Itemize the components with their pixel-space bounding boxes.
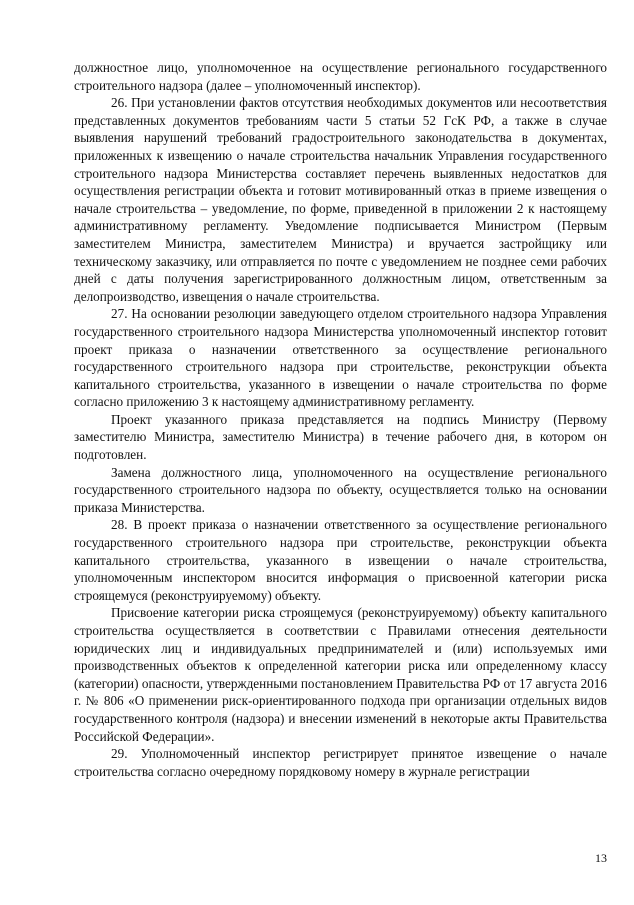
paragraph-28: 28. В проект приказа о назначении ответственного за осуществление регионального государственного строительного надзора при строительстве, реконструкции объекта капитального строительства, указанного в извещении о начале строительства, уполномоченным инспектором вносится информация о присвоенной категории риска строящемуся (реконструируемому) объекту. [74, 517, 607, 603]
paragraph-27: 27. На основании резолюции заведующего отделом строительного надзора Управления государственного строительного надзора Министерства уполномоченный инспектор готовит проект приказа о назначении ответственного за осуществление регионального государственного строительного надзора при строительстве, реконструкции объекта капитального строительства, указанного в извещении о начале строительства по форме согласно приложению 3 к настоящему административному регламенту. [74, 306, 607, 410]
paragraph-continuation: должностное лицо, уполномоченное на осуществление регионального государственного строительного надзора (далее – уполномоченный инспектор). [74, 60, 607, 93]
document-body [74, 59, 607, 780]
paragraph-28-risk-category: Присвоение категории риска строящемуся (реконструируемому) объекту капитального строительства осуществляется в соответствии с Правилами отнесения деятельности юридических лиц и индивидуальных предпринимателей и (или) используемых ими производственных объектов к определенной категории риска или определенному классу (категории) опасности, утвержденными постановлением Правительства РФ от 17 августа 2016 г. № 806 «О применении риск-ориентированного подхода при организации отдельных видов государственного контроля (надзора) и внесении изменений в некоторые акты Правительства Российской Федерации». [74, 605, 607, 744]
paragraph-27-order-signing: Проект указанного приказа представляется на подпись Министру (Первому заместителю Министра, заместителю Министра) в течение рабочего дня, в котором он подготовлен. [74, 411, 607, 463]
paragraph-27-official-replacement: Замена должностного лица, уполномоченного на осуществление регионального государственного строительного надзора по объекту, осуществляется только на основании приказа Министерства. [74, 464, 607, 515]
paragraph-29: 29. Уполномоченный инспектор регистрирует принятое извещение о начале строительства согласно очередному порядковому номеру в журнале регистрации [74, 746, 607, 779]
paragraph-26: 26. При установлении фактов отсутствия необходимых документов или несоответствия представленных документов требованиям части 5 статьи 52 ГсК РФ, а также в случае выявления нарушений требований градостроительного законодательства в документах, приложенных к извещению о начале строительства начальник Управления государственного строительного надзора Министерства составляет перечень выявленных недостатков для осуществления регистрации объекта и готовит мотивированный отказ в приеме извещения о начале строительства – уведомление, по форме, приведенной в приложении 2 к настоящему административному регламенту. Уведомление подписывается Министром (Первым заместителем Министра, заместителем Министра) и вручается застройщику или техническому заказчику, или отправляется по почте с уведомлением не позднее семи рабочих дней с даты получения зарегистрированного должностным лицом, ответственным за делопроизводство, извещения о начале строительства. [74, 95, 607, 304]
page-number: 13 [595, 851, 607, 865]
